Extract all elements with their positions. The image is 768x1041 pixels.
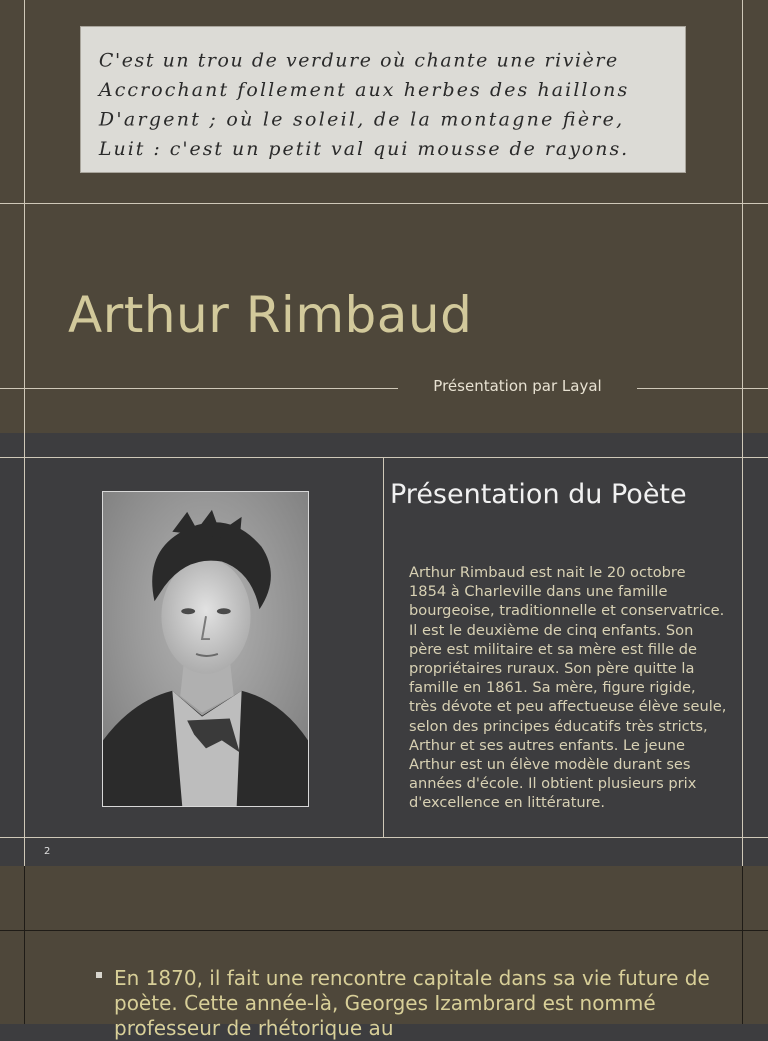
- section-heading: Présentation du Poète: [390, 479, 687, 510]
- title-slide: [0, 0, 768, 433]
- frame-line: [383, 457, 384, 837]
- poet-portrait-photo: [102, 491, 309, 807]
- frame-line: [742, 866, 743, 1024]
- handwriting-line: Luit : c'est un petit val qui mousse de rayons.: [98, 139, 628, 161]
- frame-line: [24, 0, 25, 433]
- frame-line: [0, 203, 768, 204]
- frame-line: [742, 433, 743, 866]
- frame-line: [0, 837, 768, 838]
- bullet-text: En 1870, il fait une rencontre capitale dans sa vie future de poète. Cette année-là, Georges Izambrard est nommé professeur de rhétorique au: [114, 966, 710, 1040]
- handwriting-image: [81, 27, 685, 172]
- handwriting-line: D'argent ; où le soleil, de la montagne fière,: [98, 109, 623, 131]
- handwriting-line: C'est un trou de verdure où chante une rivière: [98, 50, 618, 72]
- page-number: 2: [44, 846, 51, 857]
- presentation-subtitle: Présentation par Layal: [433, 377, 602, 395]
- frame-line: [24, 866, 25, 1024]
- poet-intro-slide: [0, 433, 768, 866]
- frame-line: [0, 457, 768, 458]
- frame-line: [637, 388, 768, 389]
- handwriting-line: Accrochant follement aux herbes des haillons: [98, 80, 628, 102]
- biography-text: Arthur Rimbaud est nait le 20 octobre 1854 à Charleville dans une famille bourgeoise, traditionnelle et conservatrice. Il est le deuxième de cinq enfants. Son père est militaire et sa mère est fille de propriétaires ruraux. Son père quitte la famille en 1861. Sa mère, figure rigide, très dévote et peu affectueuse élève seule, selon des principes éducatifs très stricts, Arthur et ses autres enfants. Le jeune Arthur est un élève modèle durant ses années d'école. Il obtient plusieurs prix d'excellence en littérature.: [409, 564, 727, 812]
- biography-continued-slide: [0, 866, 768, 1040]
- presentation-title: Arthur Rimbaud: [68, 286, 473, 344]
- frame-line: [0, 930, 768, 931]
- frame-line: [742, 0, 743, 433]
- handwritten-manuscript-image: [80, 26, 686, 173]
- bullet-point: [96, 966, 716, 1041]
- bullet-icon: [96, 972, 102, 978]
- frame-line: [0, 388, 398, 389]
- frame-line: [24, 433, 25, 866]
